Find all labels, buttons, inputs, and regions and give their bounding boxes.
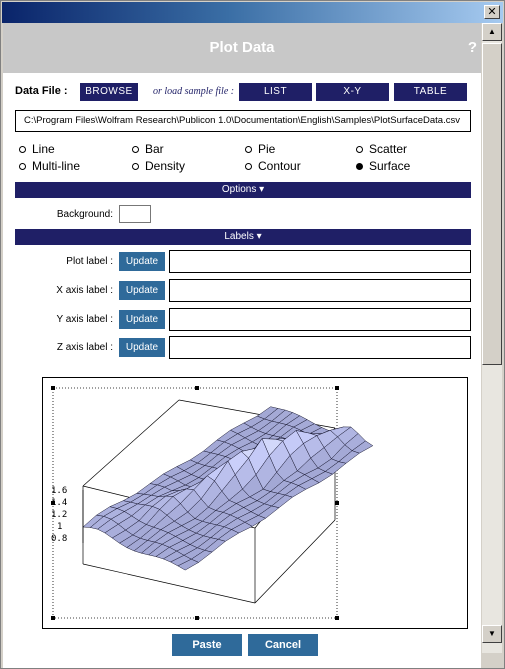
scroll-down-icon[interactable]: ▼: [482, 625, 502, 643]
radio-label: Multi-line: [32, 159, 81, 173]
radio-label: Bar: [145, 142, 164, 156]
z-tick-label: 0.8: [51, 534, 68, 544]
radio-bar[interactable]: [132, 141, 164, 157]
selection-handle[interactable]: [335, 386, 339, 390]
radio-pie[interactable]: [245, 141, 275, 157]
z-axis: [51, 486, 83, 544]
z-tick-label: 1.4: [51, 498, 68, 508]
radio-dot: [132, 146, 139, 153]
labels-header[interactable]: Labels ▾: [15, 229, 471, 245]
radio-scatter[interactable]: [356, 141, 407, 157]
selection-handle[interactable]: [335, 616, 339, 620]
x-axis-label-label: X axis label :: [56, 285, 113, 296]
file-path-field[interactable]: C:\Program Files\Wolfram Research\Publicon 1.0\Documentation\English\Samples\PlotSurfaceData.csv: [15, 110, 471, 132]
y-axis-label-label: Y axis label :: [56, 314, 113, 325]
x-axis-label-input[interactable]: [169, 279, 471, 302]
radio-label: Pie: [258, 142, 276, 156]
radio-label: Scatter: [369, 142, 408, 156]
browse-button[interactable]: BROWSE: [80, 83, 138, 101]
plot-label-input[interactable]: [169, 250, 471, 273]
table-button[interactable]: TABLE: [394, 83, 467, 101]
selection-handle[interactable]: [51, 616, 55, 620]
radio-dot: [19, 146, 26, 153]
help-icon[interactable]: ?: [467, 39, 477, 56]
dialog-content: [3, 23, 481, 668]
background-color-swatch[interactable]: [119, 205, 151, 223]
radio-label: Density: [145, 159, 186, 173]
plot-preview: [42, 377, 468, 629]
y-axis-update-button[interactable]: Update: [119, 310, 165, 329]
xy-button[interactable]: X-Y: [316, 83, 389, 101]
data-file-label: Data File :: [15, 85, 68, 97]
radio-dot: [132, 163, 139, 170]
radio-density[interactable]: [132, 158, 185, 174]
vertical-scrollbar[interactable]: [482, 23, 502, 653]
surface-mesh: [83, 407, 373, 570]
dialog-header: [3, 23, 481, 73]
background-label: Background:: [56, 209, 113, 220]
selection-handle[interactable]: [195, 386, 199, 390]
radio-label: Contour: [258, 159, 301, 173]
selection-handle[interactable]: [335, 501, 339, 505]
z-axis-label-label: Z axis label :: [56, 342, 113, 353]
radio-surface[interactable]: [356, 158, 410, 174]
scroll-thumb[interactable]: [482, 43, 502, 365]
resize-grip-icon[interactable]: [482, 653, 502, 667]
plot-label-update-button[interactable]: Update: [119, 252, 165, 271]
z-tick-label: 1: [57, 522, 63, 532]
cancel-button[interactable]: Cancel: [248, 634, 318, 656]
close-icon[interactable]: ✕: [484, 5, 500, 19]
x-axis-update-button[interactable]: Update: [119, 281, 165, 300]
y-axis-label-input[interactable]: [169, 308, 471, 331]
plot-label-label: Plot label :: [66, 256, 113, 267]
radio-contour[interactable]: [245, 158, 301, 174]
radio-dot: [19, 163, 26, 170]
radio-dot: [245, 146, 252, 153]
page-title: Plot Data: [209, 39, 275, 56]
radio-dot: [245, 163, 252, 170]
surface-plot[interactable]: [43, 378, 467, 628]
radio-label: Surface: [369, 159, 411, 173]
z-tick-label: 1.2: [51, 510, 68, 520]
list-button[interactable]: LIST: [239, 83, 312, 101]
options-header[interactable]: Options ▾: [15, 182, 471, 198]
sample-file-label: or load sample file :: [153, 86, 235, 97]
z-axis-label-input[interactable]: [169, 336, 471, 359]
radio-dot: [356, 146, 363, 153]
radio-label: Line: [32, 142, 55, 156]
radio-line[interactable]: [19, 141, 55, 157]
radio-dot-selected: [356, 163, 363, 170]
selection-handle[interactable]: [51, 386, 55, 390]
radio-multi-line[interactable]: [19, 158, 80, 174]
z-axis-update-button[interactable]: Update: [119, 338, 165, 357]
z-tick-label: 1.6: [51, 486, 68, 496]
window-titlebar[interactable]: [2, 2, 503, 23]
selection-handle[interactable]: [195, 616, 199, 620]
paste-button[interactable]: Paste: [172, 634, 242, 656]
scroll-up-icon[interactable]: ▲: [482, 23, 502, 41]
